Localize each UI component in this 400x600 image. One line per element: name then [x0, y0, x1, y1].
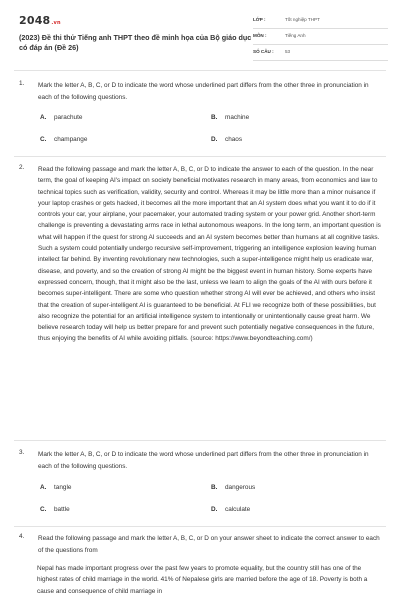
logo-main: 2048	[19, 14, 51, 27]
option-c[interactable]	[40, 506, 70, 513]
question-number: 2.	[19, 164, 25, 171]
option-letter: D.	[211, 136, 218, 143]
option-c[interactable]	[40, 136, 87, 143]
meta-label: SỐ CÂU :	[253, 49, 274, 54]
divider	[14, 70, 386, 71]
option-text: parachute	[54, 114, 83, 121]
divider	[14, 156, 386, 157]
question-text: Mark the letter A, B, C, or D to indicate the word whose underlined part differs from the other three in pronunciation in each of the following questions.	[38, 82, 369, 101]
option-d[interactable]	[211, 506, 250, 513]
question-number: 1.	[19, 80, 25, 87]
option-b[interactable]	[211, 484, 255, 491]
question-number: 3.	[19, 449, 25, 456]
option-text: chaos	[225, 136, 243, 143]
site-logo[interactable]	[19, 14, 61, 27]
option-a[interactable]	[40, 114, 82, 121]
option-text: calculate	[225, 506, 251, 513]
option-a[interactable]	[40, 484, 71, 491]
question-2	[14, 164, 386, 345]
question-text: Read the following passage and mark the letter A, B, C, or D on your answer sheet to indicate the correct answer to each of the questions from	[38, 535, 380, 554]
divider	[14, 440, 386, 441]
meta-row-subject	[253, 29, 388, 45]
meta-value: 53	[285, 49, 291, 54]
question-4	[14, 533, 386, 556]
meta-label: MÔN :	[253, 33, 267, 38]
question-3	[14, 449, 386, 472]
meta-row-count	[253, 45, 388, 61]
question-1	[14, 80, 386, 103]
meta-value: Tốt nghiệp THPT	[285, 17, 320, 22]
option-letter: B.	[211, 484, 218, 491]
meta-row-class	[253, 13, 388, 29]
option-letter: D.	[211, 506, 218, 513]
logo-suffix: .vn	[51, 20, 61, 26]
question-text: Read the following passage and mark the letter A, B, C, or D to indicate the answer to each of the question. In the near term, the goal of keeping AI's impact on society beneficial motivates research in many areas, from economics and law to technical topics such as verification, validity, security and control. Whereas it may be little more than a minor nuisance if your laptop crashes or gets hacked, it becomes all the more important that an AI system does what you want it to do if it controls your car, your airplane, your pacemaker, your automated trading system or your power grid. Another short-term challenge is preventing a devastating arms race in lethal autonomous weapons. In the long term, an important question is what will happen if the quest for strong AI succeeds and an AI system becomes better than humans at all cognitive tasks. Such a system could potentially undergo recursive self-improvement, triggering an intelligence explosion leaving human intellect far behind. By inventing revolutionary new technologies, such a super-intelligence might help us eradicate war, disease, and poverty, and so the creation of strong AI might be the biggest event in human history. Some experts have expressed concern, though, that it might also be the last, unless we learn to align the goals of the AI with ours before it becomes super-intelligent. There are some who question whether strong AI will ever be achieved, and others who insist that the creation of super-intelligent AI is guaranteed to be beneficial. At FLI we recognize both of these possibilities, but also recognize the potential for an artificial intelligence system to intentionally or unintentionally cause great harm. We believe research today will help us better prepare for and prevent such potentially negative consequences in the future, thus enjoying the benefits of AI while avoiding pitfalls. (source: https://www.beyondteaching.com/)	[38, 166, 381, 343]
divider	[14, 526, 386, 527]
option-text: champange	[54, 136, 88, 143]
meta-value: Tiếng Anh	[285, 33, 306, 38]
question-text: Mark the letter A, B, C, or D to indicate the word whose underlined part differs from the other three in pronunciation in each of the following questions.	[38, 451, 369, 470]
option-text: machine	[225, 114, 250, 121]
option-letter: A.	[40, 484, 47, 491]
option-letter: A.	[40, 114, 47, 121]
question-number: 4.	[19, 533, 25, 540]
option-text: tangle	[54, 484, 72, 491]
page-header	[0, 0, 400, 62]
option-letter: C.	[40, 136, 47, 143]
option-b[interactable]	[211, 114, 249, 121]
option-letter: B.	[211, 114, 218, 121]
option-text: dangerous	[225, 484, 256, 491]
exam-meta-table	[253, 13, 388, 61]
meta-label: LỚP :	[253, 17, 266, 22]
option-letter: C.	[40, 506, 47, 513]
document-title: (2023) Đề thi thử Tiếng anh THPT theo đề minh họa của Bộ giáo dục có đáp án (Đề 26)	[19, 33, 252, 52]
option-text: battle	[54, 506, 70, 513]
question-3-options	[40, 484, 370, 524]
question-1-options	[40, 114, 370, 154]
option-d[interactable]	[211, 136, 242, 143]
question-4-passage: Nepal has made important progress over the past few years to promote equality, but the country still has one of the highest rates of child marriage in the world. 41% of Nepalese girls are married before the age of 18. Poverty is both a cause and consequence of child marriage in	[37, 565, 368, 595]
